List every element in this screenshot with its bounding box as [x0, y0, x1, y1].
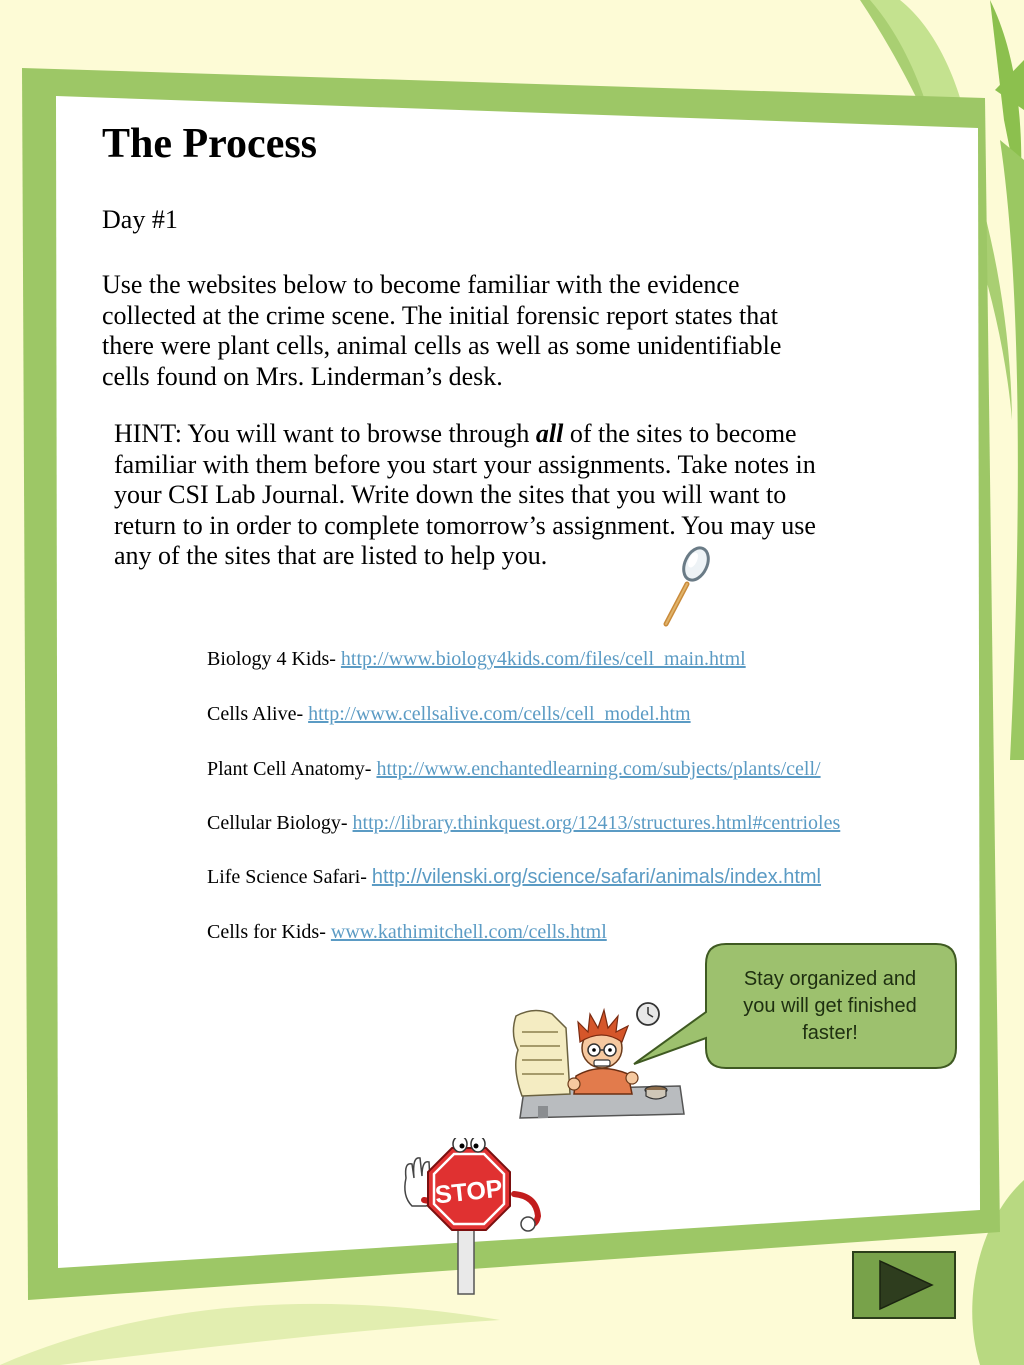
site-link-kathimitchell[interactable]: www.kathimitchell.com/cells.html	[330, 921, 607, 943]
intro-line: there were plant cells, animal cells as well as some unidentifiable	[102, 331, 782, 360]
site-name: Cells Alive-	[207, 703, 309, 725]
site-link-biology4kids[interactable]: http://www.biology4kids.com/files/cell_main.html	[340, 648, 746, 670]
stop-sign-text: STOP	[433, 1174, 504, 1210]
leaf-decoration	[1000, 140, 1024, 760]
site-row-life-science-safari	[207, 864, 821, 890]
site-row-cellsalive	[207, 701, 691, 727]
hint-line: your CSI Lab Journal. Write down the sites that you will want to	[114, 480, 787, 509]
site-row-biology4kids	[207, 646, 746, 672]
hint-text: of the sites to become	[563, 419, 797, 448]
intro-line: Use the websites below to become familiar with the evidence	[102, 270, 740, 299]
site-row-cellular-biology	[207, 810, 840, 836]
leaf-decoration	[0, 1304, 500, 1365]
site-name: Plant Cell Anatomy-	[207, 758, 377, 780]
speech-bubble-text	[712, 966, 948, 1047]
site-link-thinkquest[interactable]: http://library.thinkquest.org/12413/structures.html#centrioles	[352, 812, 841, 834]
stop-sign-clipart	[396, 1138, 550, 1296]
day-label: Day #1	[102, 205, 178, 234]
site-name: Biology 4 Kids-	[207, 648, 341, 670]
site-name: Cellular Biology-	[207, 812, 353, 834]
site-name: Life Science Safari-	[207, 866, 372, 888]
play-arrow-icon	[854, 1253, 954, 1317]
hint-paragraph	[114, 419, 944, 572]
hint-line: return to in order to complete tomorrow’s assignment. You may use	[114, 510, 816, 540]
intro-line: cells found on Mrs. Linderman’s desk.	[102, 361, 503, 391]
intro-line: collected at the crime scene. The initial forensic report states that	[102, 300, 778, 330]
busy-student-clipart	[508, 998, 688, 1122]
site-link-enchantedlearning[interactable]: http://www.enchantedlearning.com/subjects/plants/cell/	[376, 758, 821, 780]
next-slide-button[interactable]	[852, 1251, 956, 1319]
site-row-cells-for-kids	[207, 919, 607, 945]
speech-line: you will get finished	[743, 995, 917, 1017]
site-link-vilenski[interactable]: http://vilenski.org/science/safari/animals/index.html	[371, 866, 822, 888]
hint-line: any of the sites that are listed to help you.	[114, 541, 548, 570]
speech-line: faster!	[802, 1022, 858, 1044]
page-title: The Process	[102, 121, 318, 167]
site-name: Cells for Kids-	[207, 921, 331, 943]
speech-line: Stay organized and	[743, 968, 917, 990]
hint-emphasis: all	[535, 419, 564, 448]
site-link-cellsalive[interactable]: http://www.cellsalive.com/cells/cell_model.htm	[308, 703, 691, 725]
hint-line	[114, 419, 944, 450]
intro-paragraph	[102, 270, 892, 392]
hint-text: HINT: You will want to browse through	[114, 419, 536, 448]
magnifying-glass-icon	[656, 546, 720, 628]
site-row-plant-cell-anatomy	[207, 756, 821, 782]
hint-line: familiar with them before you start your assignments. Take notes in	[114, 449, 816, 479]
